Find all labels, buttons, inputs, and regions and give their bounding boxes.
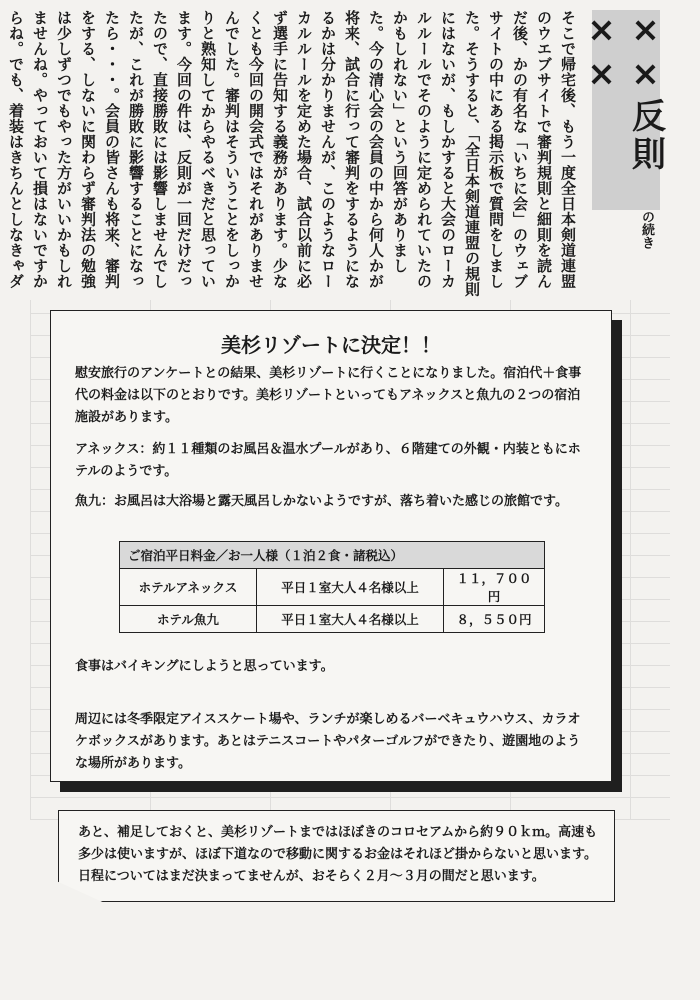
hotel-condition: 平日１室大人４名様以上 xyxy=(257,606,444,633)
supplement-note-text: あと、補足しておくと、美杉リゾートまではほぼきのコロセアムから約９０ｋｍ。高速も多少は使いますが、ほぼ下道なので移動に関するお金はそれほど掛からないと思います。日程についてはまだ決まってませんが、おそらく２月～３月の間だと思います。 xyxy=(78,825,598,884)
hotel-price: ８，５５０円 xyxy=(444,606,545,633)
hotel-price: １１，７００円 xyxy=(444,569,545,606)
notice-paragraph-intro: 慰安旅行のアンケートとの結果、美杉リゾートに行くことになりました。宿泊代＋食事代の料金は以下のとおりです。美杉リゾートといってもアネックスと魚九の２つの宿泊施設があります。 xyxy=(75,366,582,425)
section-subtitle: の続き xyxy=(639,210,654,249)
notice-paragraph-surroundings: 周辺には冬季限定アイススケート場や、ランチが楽しめるバーベキュウハウス、カラオケボックスがあります。あとはテニスコートやパターゴルフができたり、遊園地のような場所があります。 xyxy=(75,712,581,771)
trip-notice-box xyxy=(50,310,612,782)
table-row xyxy=(120,569,545,606)
notice-paragraph-meals: 食事はバイキングにしようと思っています。 xyxy=(75,659,334,674)
vertical-article xyxy=(7,10,580,300)
rates-table xyxy=(119,541,545,633)
section-title: ××反則×× xyxy=(592,10,660,210)
notice-title: 美杉リゾートに決定！！ xyxy=(221,333,441,357)
notice-paragraph-uokyu: 魚九：お風呂は大浴場と露天風呂しかないようですが、落ち着いた感じの旅館です。 xyxy=(75,494,568,509)
hotel-name: ホテル魚九 xyxy=(120,606,257,633)
notice-paragraph-annex: アネックス：約１１種類のお風呂＆温水プールがあり、６階建ての外観・内装ともにホテルのようです。 xyxy=(75,442,581,479)
hotel-condition: 平日１室大人４名様以上 xyxy=(257,569,444,606)
rates-table-header: ご宿泊平日料金／お一人様（１泊２食・諸税込） xyxy=(120,542,545,569)
vertical-paragraph: そこで帰宅後、もう一度全日本剣道連盟のウエブサイトで審判規則と細則を読んだ後、かの有名な「いちに会」のウェブサイトの中にある掲示板で質問をしました。そうすると、「全日本剣道連盟の規則にはないが、もしかすると大会のローカルルールでそのように定められていたのかもしれない」という回答がありました。今の清心会の会員の中から何人かが将来、試合に行って審判をするようになるかは分かりませんが、このようなローカルルールを定めた場合、試合以前に必ず選手に告知する義務があります。少なくとも今回の開会式ではそれがありませんでした。審判はそういうことをしっかりと熟知してからやるべきだと思っています。今回の件は、反則が一回だけだったので、直接勝敗には影響しませんでしたが、これが勝敗に影響することになったら・・・。会員の皆さんも将来、審判をする、しないに関わらず審判法の勉強は少しずつでもやった方がいいかもしれませんね。やっておいて損はないですからね。でも、着装はきちんとしなきゃダ xyxy=(7,10,577,297)
table-row xyxy=(120,606,545,633)
hotel-name: ホテルアネックス xyxy=(120,569,257,606)
